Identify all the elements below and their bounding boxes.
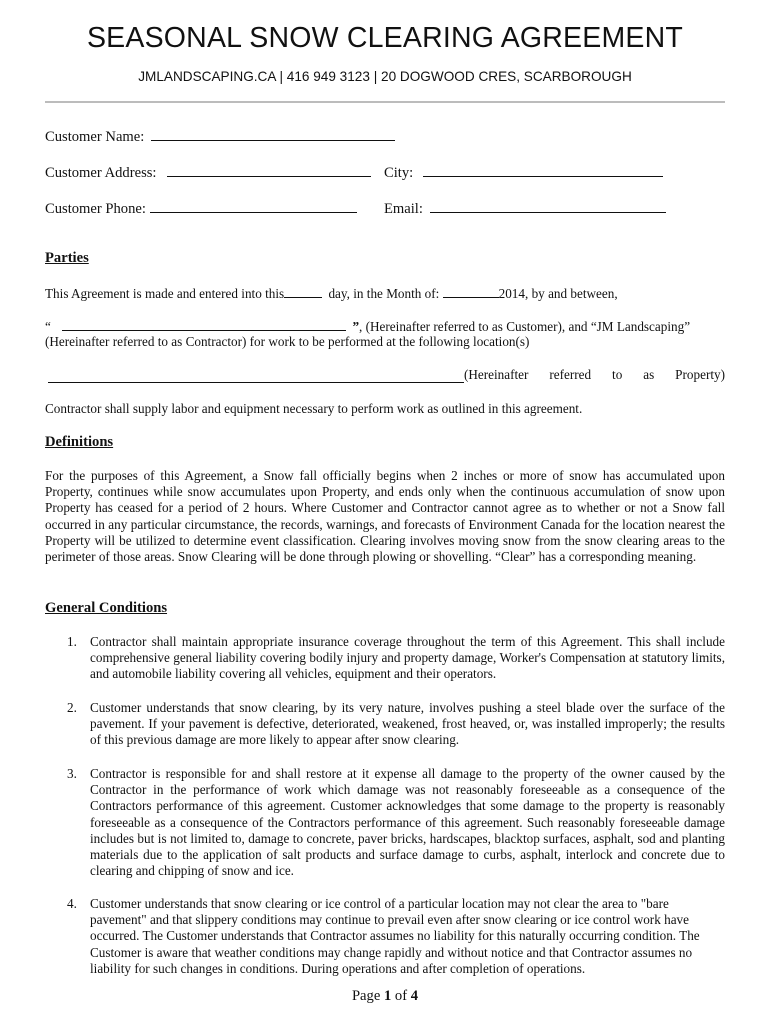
customer-name-label: Customer Name: — [45, 129, 145, 145]
definitions-paragraph: For the purposes of this Agreement, a Snow fall officially begins when 2 inches or more of snow has accumulated upon Property, continues while snow accumulates upon Property, and ends only when the continuous accumulation of snow upon Property has ceased for a period of 2 hours. Where Customer and Contractor cannot agree as to whether or not a Snow fall occurred in any particular circumstance, the records, warnings, and forecasts of Environment Canada for the location nearest the Property will be utilized to determine event classification. Clearing involves moving snow from the snow clearing areas to the perimeter of those areas. Snow Clearing will be done through plowing or shovelling. “Clear” has a corresponding meaning. — [45, 468, 725, 565]
page-word: Page — [351, 988, 381, 1004]
property-line — [48, 367, 725, 383]
list-item — [45, 634, 725, 683]
customer-name-blank — [151, 126, 395, 141]
list-item — [45, 896, 725, 977]
customer-address-field — [45, 162, 371, 182]
list-item-text: Contractor shall maintain appropriate insurance coverage throughout the term of this Agreement. This shall include comprehensive general liability covering bodily injury and property damage, Worker's Compensation at statutory limits, and automobile liability covering all vehicles, equipment and their operators. — [90, 634, 725, 682]
agreement-date-text-a: This Agreement is made and entered into this — [45, 286, 285, 301]
list-item-text: Customer understands that snow clearing, by its very nature, involves pushing a steel blade over the surface of the pavement. If your pavement is defective, deteriorated, weakened, frost heaved, or, was installed improperly; the results of this previous damage are more likely to appear after snow clearing. — [90, 700, 725, 748]
list-item-number: 1. — [67, 634, 77, 649]
contact-line: JMLANDSCAPING.CA | 416 949 3123 | 20 DOGWOOD CRES, SCARBOROUGH — [138, 69, 632, 84]
agreement-date-text-c: 2014, by and between, — [498, 286, 618, 301]
page-current: 1 — [383, 988, 392, 1004]
property-text: (Hereinafter referred to as Property) — [464, 367, 725, 382]
customer-address-label: Customer Address: — [45, 165, 157, 181]
close-quote: ” — [352, 319, 360, 334]
list-item-number: 4. — [67, 896, 77, 911]
supply-statement: Contractor shall supply labor and equipment necessary to perform work as outlined in this agreement. — [45, 401, 583, 416]
conditions-list — [45, 766, 725, 879]
conditions-list — [45, 896, 725, 977]
header-divider — [45, 101, 725, 103]
agreement-date-text-b: day, in the Month of: — [328, 286, 440, 301]
parties-heading: Parties — [45, 250, 89, 266]
general-conditions-heading: General Conditions — [45, 600, 168, 616]
page-number — [0, 988, 770, 1005]
list-item-number: 3. — [67, 766, 77, 781]
definitions-heading: Definitions — [45, 434, 114, 450]
email-field — [384, 198, 666, 218]
customer-address-blank — [167, 162, 371, 177]
customer-name-field — [45, 126, 395, 146]
city-field — [384, 162, 663, 182]
page-title: SEASONAL SNOW CLEARING AGREEMENT — [86, 22, 684, 54]
contractor-party-line: (Hereinafter referred to as Contractor) for work to be performed at the following location(s) — [45, 334, 530, 349]
month-blank — [443, 285, 499, 298]
of-word: of — [394, 988, 408, 1004]
property-blank — [48, 370, 464, 383]
conditions-list — [45, 700, 725, 749]
list-item-text: Contractor is responsible for and shall restore at it expense all damage to the property of the owner caused by the Contractor in the performance of work which damage was not reasonably foreseeable as a consequence of the Contractors performance of this agreement. Customer acknowledges that some damage to the property is reasonably foreseeable as a consequence of the Contractors performance of this agreement. Such reasonably foreseeable damage includes but is not limited to, damage to concrete, paver bricks, hardscapes, blacktop surfaces, asphalt, sod and planting materials due to the application of salt products and surface damage to curbs, asphalt, interlock and concrete due to clearing and chipping of snow and ice. — [90, 766, 725, 879]
open-quote: “ — [45, 319, 51, 334]
customer-party-text: , (Hereinafter referred to as Customer), and “JM Landscaping” — [359, 319, 691, 334]
day-blank — [284, 285, 322, 298]
customer-phone-label: Customer Phone: — [45, 201, 146, 217]
email-label: Email: — [384, 201, 423, 217]
email-blank — [430, 198, 666, 213]
conditions-list — [45, 634, 725, 683]
list-item — [45, 766, 725, 879]
list-item-text: Customer understands that snow clearing or ice control of a particular location may not clear the area to "bare pavement" and that slippery conditions may continue to prevail even after snow clearing or ice control work have occurred. The Customer understands that Contractor assumes no liability for this naturally occurring condition. The Customer is aware that weather conditions may change rapidly and without notice and that Contractor assumes no liability for such changes in conditions. During operations and after completion of operations. — [90, 896, 700, 976]
customer-party-blank — [62, 318, 346, 331]
customer-party-line — [45, 318, 690, 335]
customer-phone-blank — [150, 198, 357, 213]
customer-phone-field — [45, 198, 357, 218]
list-item — [45, 700, 725, 749]
city-blank — [423, 162, 663, 177]
page-total: 4 — [410, 988, 419, 1004]
list-item-number: 2. — [67, 700, 77, 715]
city-label: City: — [384, 165, 414, 181]
agreement-date-line — [45, 285, 618, 302]
